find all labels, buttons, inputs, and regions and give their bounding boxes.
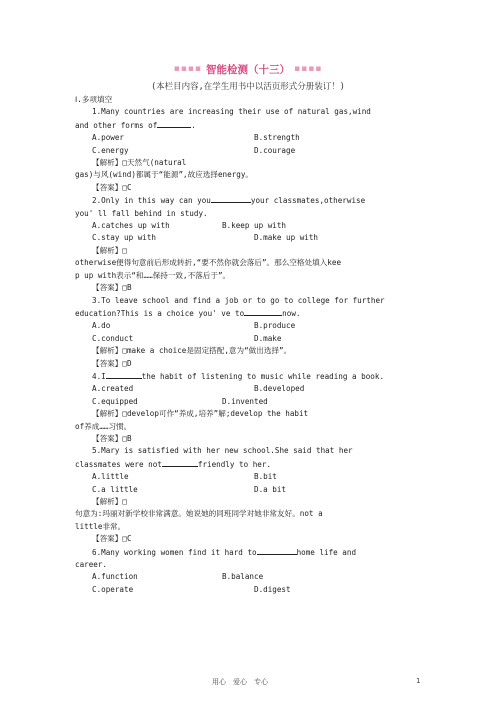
question-3-stem-end: now. <box>282 308 301 318</box>
option-b: B.keep up with <box>222 221 287 231</box>
question-5-stem-line1: 5.Mary is satisfied with her new school.She said that her <box>92 446 353 456</box>
option-a: A.function <box>92 572 138 582</box>
question-5-analysis-cont2: little非常。 <box>75 521 126 531</box>
option-d: D.courage <box>254 145 296 155</box>
question-4-stem-text: 4.I <box>92 371 106 381</box>
option-a: A.little <box>92 472 129 482</box>
question-4-answer: 【答案】□B <box>92 433 132 443</box>
option-a: A.catches up with <box>92 221 170 231</box>
question-1-analysis-cont: gas)与风(wind)都属于“能源”,故应选择energy。 <box>75 170 253 180</box>
option-b: B.balance <box>222 572 264 582</box>
question-1-analysis: 【解析】□天然气(natural <box>92 158 187 168</box>
page-title: 智能检测（十三） <box>206 63 290 76</box>
option-b: B.developed <box>254 384 305 394</box>
question-1-stem-line1: 1.Many countries are increasing their use of natural gas,wind <box>92 107 371 117</box>
question-2-answer: 【答案】□B <box>92 283 132 293</box>
option-c: C.energy <box>92 145 129 155</box>
page-subtitle: (本栏目内容,在学生用书中以活页形式分册装订！) <box>151 82 345 92</box>
option-b: B.strength <box>254 133 300 143</box>
question-1-options-row2 <box>75 145 420 157</box>
option-d: D.digest <box>254 584 291 594</box>
answer-blank <box>244 307 282 316</box>
answer-blank <box>211 194 251 203</box>
answer-blank <box>162 458 198 467</box>
option-d: D.make <box>254 333 282 343</box>
decorative-dots-right: ▪▪▪▪ <box>294 64 323 74</box>
answer-blank <box>257 546 297 555</box>
question-2-stem-line2: you' ll fall behind in study. <box>75 208 208 218</box>
question-2-stem-line1 <box>75 194 420 207</box>
question-2-stem-text: 2.Only in this way can you <box>92 196 211 206</box>
option-a: A.created <box>92 384 134 394</box>
exercise-content <box>75 94 420 596</box>
question-1-options-row1 <box>75 132 420 144</box>
option-a: A.power <box>92 133 125 143</box>
question-2-analysis-cont: otherwise便得句意前后形成转折,“要不然你就会落后”。那么空格处填入kee <box>75 258 342 268</box>
question-6-options-row1 <box>75 571 420 583</box>
question-1-stem-text: and other forms of <box>75 120 158 130</box>
question-5-options-row2 <box>75 484 420 496</box>
question-2-analysis: 【解析】□ <box>92 245 127 255</box>
question-3-stem-line1: 3.To leave school and find a job or to go to college for further <box>92 295 385 305</box>
section-heading: Ⅰ.多项填空 <box>75 95 113 104</box>
question-6-stem-line2: career. <box>75 560 108 570</box>
option-b: B.produce <box>254 321 296 331</box>
question-5-analysis: 【解析】□ <box>92 497 127 506</box>
option-b: B.bit <box>254 472 277 482</box>
option-c: C.operate <box>92 584 134 594</box>
question-5-stem-line2 <box>75 458 420 471</box>
question-3-answer: 【答案】□D <box>92 358 132 368</box>
question-2-stem-end: your classmates,otherwise <box>250 196 366 206</box>
option-c: C.equipped <box>92 396 138 406</box>
option-c: C.stay up with <box>92 233 157 243</box>
question-2-analysis-cont2: p up with表示“和……保持一致,不落后于”。 <box>75 270 231 280</box>
question-4-analysis: 【解析】□develop可作“养成,培养”解;develop the habit <box>92 409 309 419</box>
option-c: C.a little <box>92 484 138 494</box>
answer-blank <box>157 119 191 128</box>
option-a: A.do <box>92 321 111 331</box>
option-c: C.conduct <box>92 333 134 343</box>
question-6-options-row2 <box>75 584 420 596</box>
option-d: D.make up with <box>254 233 319 243</box>
question-1-answer: 【答案】□C <box>92 182 132 192</box>
section-header <box>0 62 496 76</box>
question-4-options-row2 <box>75 396 420 408</box>
question-6-stem-line1 <box>75 546 420 559</box>
question-3-options-row1 <box>75 320 420 332</box>
question-6-stem-text: 6.Many working women find it hard to <box>92 547 257 557</box>
question-4-options-row1 <box>75 383 420 395</box>
decorative-dots-left: ▪▪▪▪ <box>173 64 202 74</box>
question-4-analysis-cont: of养成……习惯。 <box>75 421 132 431</box>
question-3-stem-text: education?This is a choice you' ve to <box>75 308 245 318</box>
option-d: D.a bit <box>254 484 287 494</box>
footer-motto: 用心 爱心 专心 <box>212 678 268 686</box>
question-1-stem-end: . <box>191 120 196 130</box>
question-3-stem-line2 <box>75 307 420 320</box>
option-d: D.invented <box>222 396 268 406</box>
question-1-stem-line2 <box>75 119 420 132</box>
question-3-options-row2 <box>75 333 420 345</box>
question-4-stem-end: the habit of listening to music while reading a book. <box>141 371 385 381</box>
question-2-options-row1 <box>75 220 420 232</box>
question-5-analysis-cont: 句意为:玛丽对新学校非常满意。她说她的同班同学对她非常友好。not a <box>75 509 323 519</box>
answer-blank <box>106 370 142 379</box>
question-5-stem-text: classmates were not <box>75 459 162 469</box>
question-4-stem-line1 <box>75 370 420 383</box>
question-5-answer: 【答案】□C <box>92 534 132 544</box>
question-3-analysis: 【解析】□make a choice是固定搭配,意为“做出选择”。 <box>92 346 292 356</box>
question-6-stem-end: home life and <box>296 547 357 557</box>
question-5-options-row1 <box>75 471 420 483</box>
question-2-options-row2 <box>75 232 420 244</box>
question-5-stem-end: friendly to her. <box>197 459 272 469</box>
page-number: 1 <box>416 677 421 685</box>
